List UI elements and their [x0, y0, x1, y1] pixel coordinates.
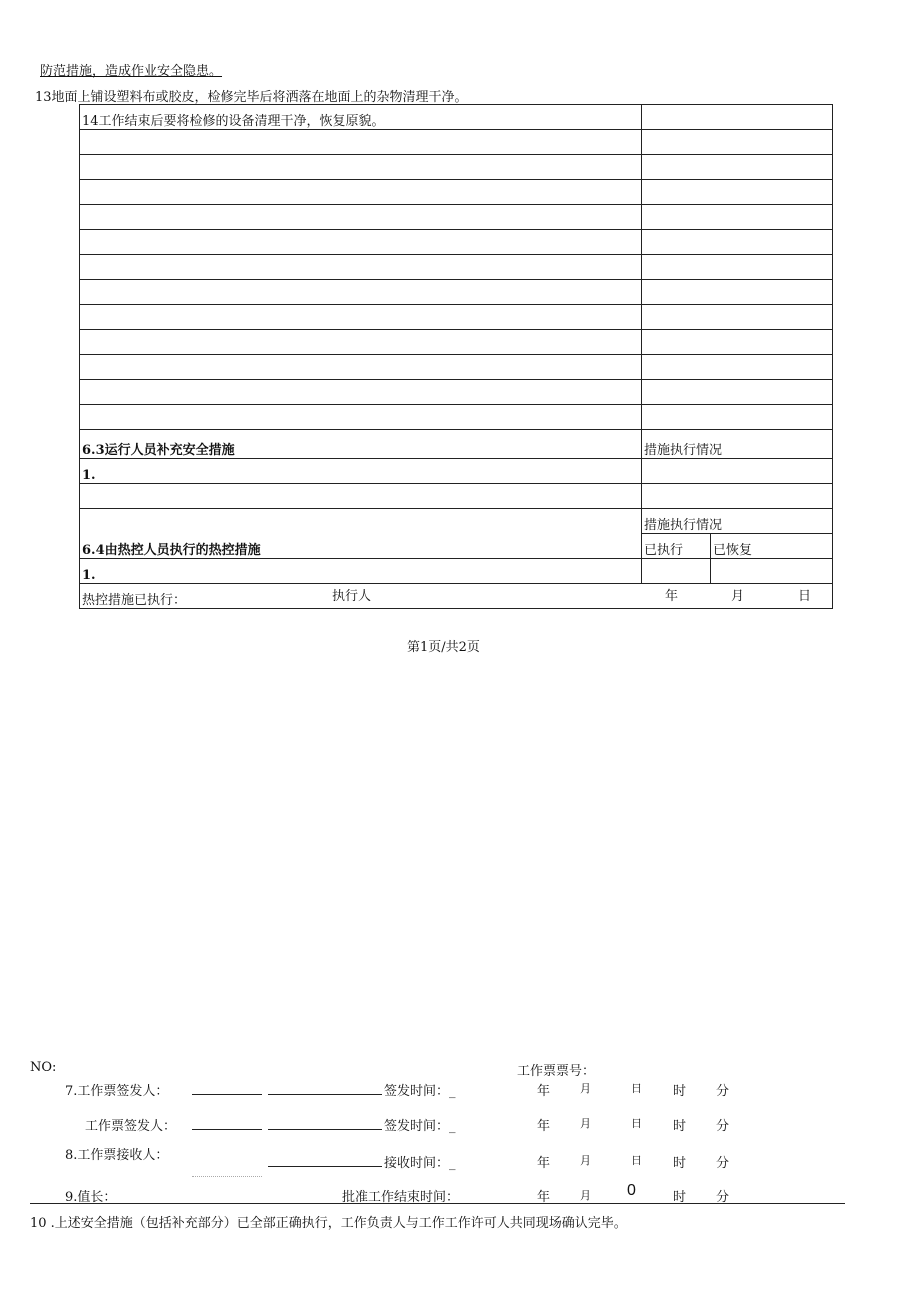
table-row — [80, 255, 833, 280]
section-6-3-status-header: 措施执行情况 — [642, 430, 833, 459]
section-6-3-title: 6.3运行人员补充安全措施 — [80, 430, 642, 459]
row-14-text: 14工作结束后要将检修的设备清理干净，恢复原貌。 — [80, 105, 642, 130]
section-6-4-title: 6.4由热控人员执行的热控措施 — [80, 509, 642, 559]
r7b-day: 日 — [631, 1117, 642, 1130]
section-6-4-item-1: 1. — [80, 559, 642, 584]
table-row — [80, 430, 833, 459]
table-row — [80, 380, 833, 405]
page-number: 第1页/共2页 — [407, 640, 480, 655]
footer-label: 热控措施已执行： — [82, 593, 187, 608]
r9-year: 年 — [537, 1190, 551, 1205]
text-line-1: 防范措施，造成作业安全隐患。 — [40, 64, 223, 79]
r8-month: 月 — [580, 1154, 591, 1167]
section-6-4-status-header: 措施执行情况 — [642, 509, 833, 534]
footer-day: 日 — [798, 589, 812, 604]
dotted-line — [192, 1176, 262, 1177]
table-row — [80, 180, 833, 205]
restored-header: 已恢复 — [711, 534, 833, 559]
signer-field-1[interactable] — [192, 1082, 262, 1095]
table-row — [80, 230, 833, 255]
receiver-field[interactable] — [268, 1154, 382, 1167]
row-10-text: 10 .上述安全措施（包括补充部分）已全部正确执行，工作负责人与工作工作许可人共同现场确认完毕。 — [30, 1216, 627, 1231]
table-row — [80, 559, 833, 584]
r8-day: 日 — [631, 1154, 642, 1167]
safety-measures-table — [79, 104, 833, 609]
r7b-year: 年 — [537, 1119, 551, 1134]
r9-hour: 时 — [673, 1190, 687, 1205]
sign-time-label: 签发时间：_ — [384, 1084, 456, 1099]
r9-day-value: 0 — [627, 1182, 636, 1199]
table-cell — [642, 105, 833, 130]
table-row — [80, 155, 833, 180]
section-6-3-item-1: 1. — [80, 459, 642, 484]
table-row — [80, 330, 833, 355]
text-line-13: 13地面上铺设塑料布或胶皮，检修完毕后将洒落在地面上的杂物清理干净。 — [35, 90, 468, 105]
executed-header: 已执行 — [642, 534, 711, 559]
ticket-number-label: 工作票票号： — [517, 1064, 596, 1079]
table-cell — [642, 459, 833, 484]
table-row — [80, 484, 833, 509]
row-9-label: 9.值长： — [65, 1190, 117, 1205]
recv-time-label: 接收时间：_ — [384, 1156, 456, 1171]
table-row — [80, 205, 833, 230]
signer-field-2[interactable] — [268, 1082, 382, 1095]
r9-month: 月 — [580, 1189, 591, 1202]
table-row — [80, 130, 833, 155]
table-row — [80, 355, 833, 380]
r7-month: 月 — [580, 1082, 591, 1095]
r8-year: 年 — [537, 1156, 551, 1171]
table-row — [80, 459, 833, 484]
row-8-label: 8.工作票接收人： — [65, 1148, 169, 1163]
table-row — [80, 280, 833, 305]
footer-executor: 执行人 — [332, 589, 372, 604]
row-7b-label: 工作票签发人： — [85, 1119, 177, 1134]
r8-minute: 分 — [716, 1156, 730, 1171]
r7-day: 日 — [631, 1082, 642, 1095]
sign-time-label-2: 签发时间：_ — [384, 1119, 456, 1134]
table-row — [80, 405, 833, 430]
table-row — [80, 305, 833, 330]
r7b-minute: 分 — [716, 1119, 730, 1134]
r7b-hour: 时 — [673, 1119, 687, 1134]
r7-minute: 分 — [716, 1084, 730, 1099]
r8-hour: 时 — [673, 1156, 687, 1171]
footer-year: 年 — [665, 589, 679, 604]
footer-month: 月 — [731, 589, 745, 604]
signer2-field-2[interactable] — [268, 1117, 382, 1130]
approve-time-label: 批准工作结束时间： — [342, 1190, 460, 1205]
r9-minute: 分 — [716, 1190, 730, 1205]
r7-hour: 时 — [673, 1084, 687, 1099]
table-row — [80, 509, 833, 534]
table-row — [80, 105, 833, 130]
no-label: NO: — [30, 1060, 57, 1075]
r7-year: 年 — [537, 1084, 551, 1099]
signer2-field-1[interactable] — [192, 1117, 262, 1130]
row-7-label: 7.工作票签发人： — [65, 1084, 169, 1099]
footer-row — [80, 584, 833, 609]
r7b-month: 月 — [580, 1117, 591, 1130]
divider — [30, 1203, 845, 1204]
table-row — [80, 584, 833, 609]
